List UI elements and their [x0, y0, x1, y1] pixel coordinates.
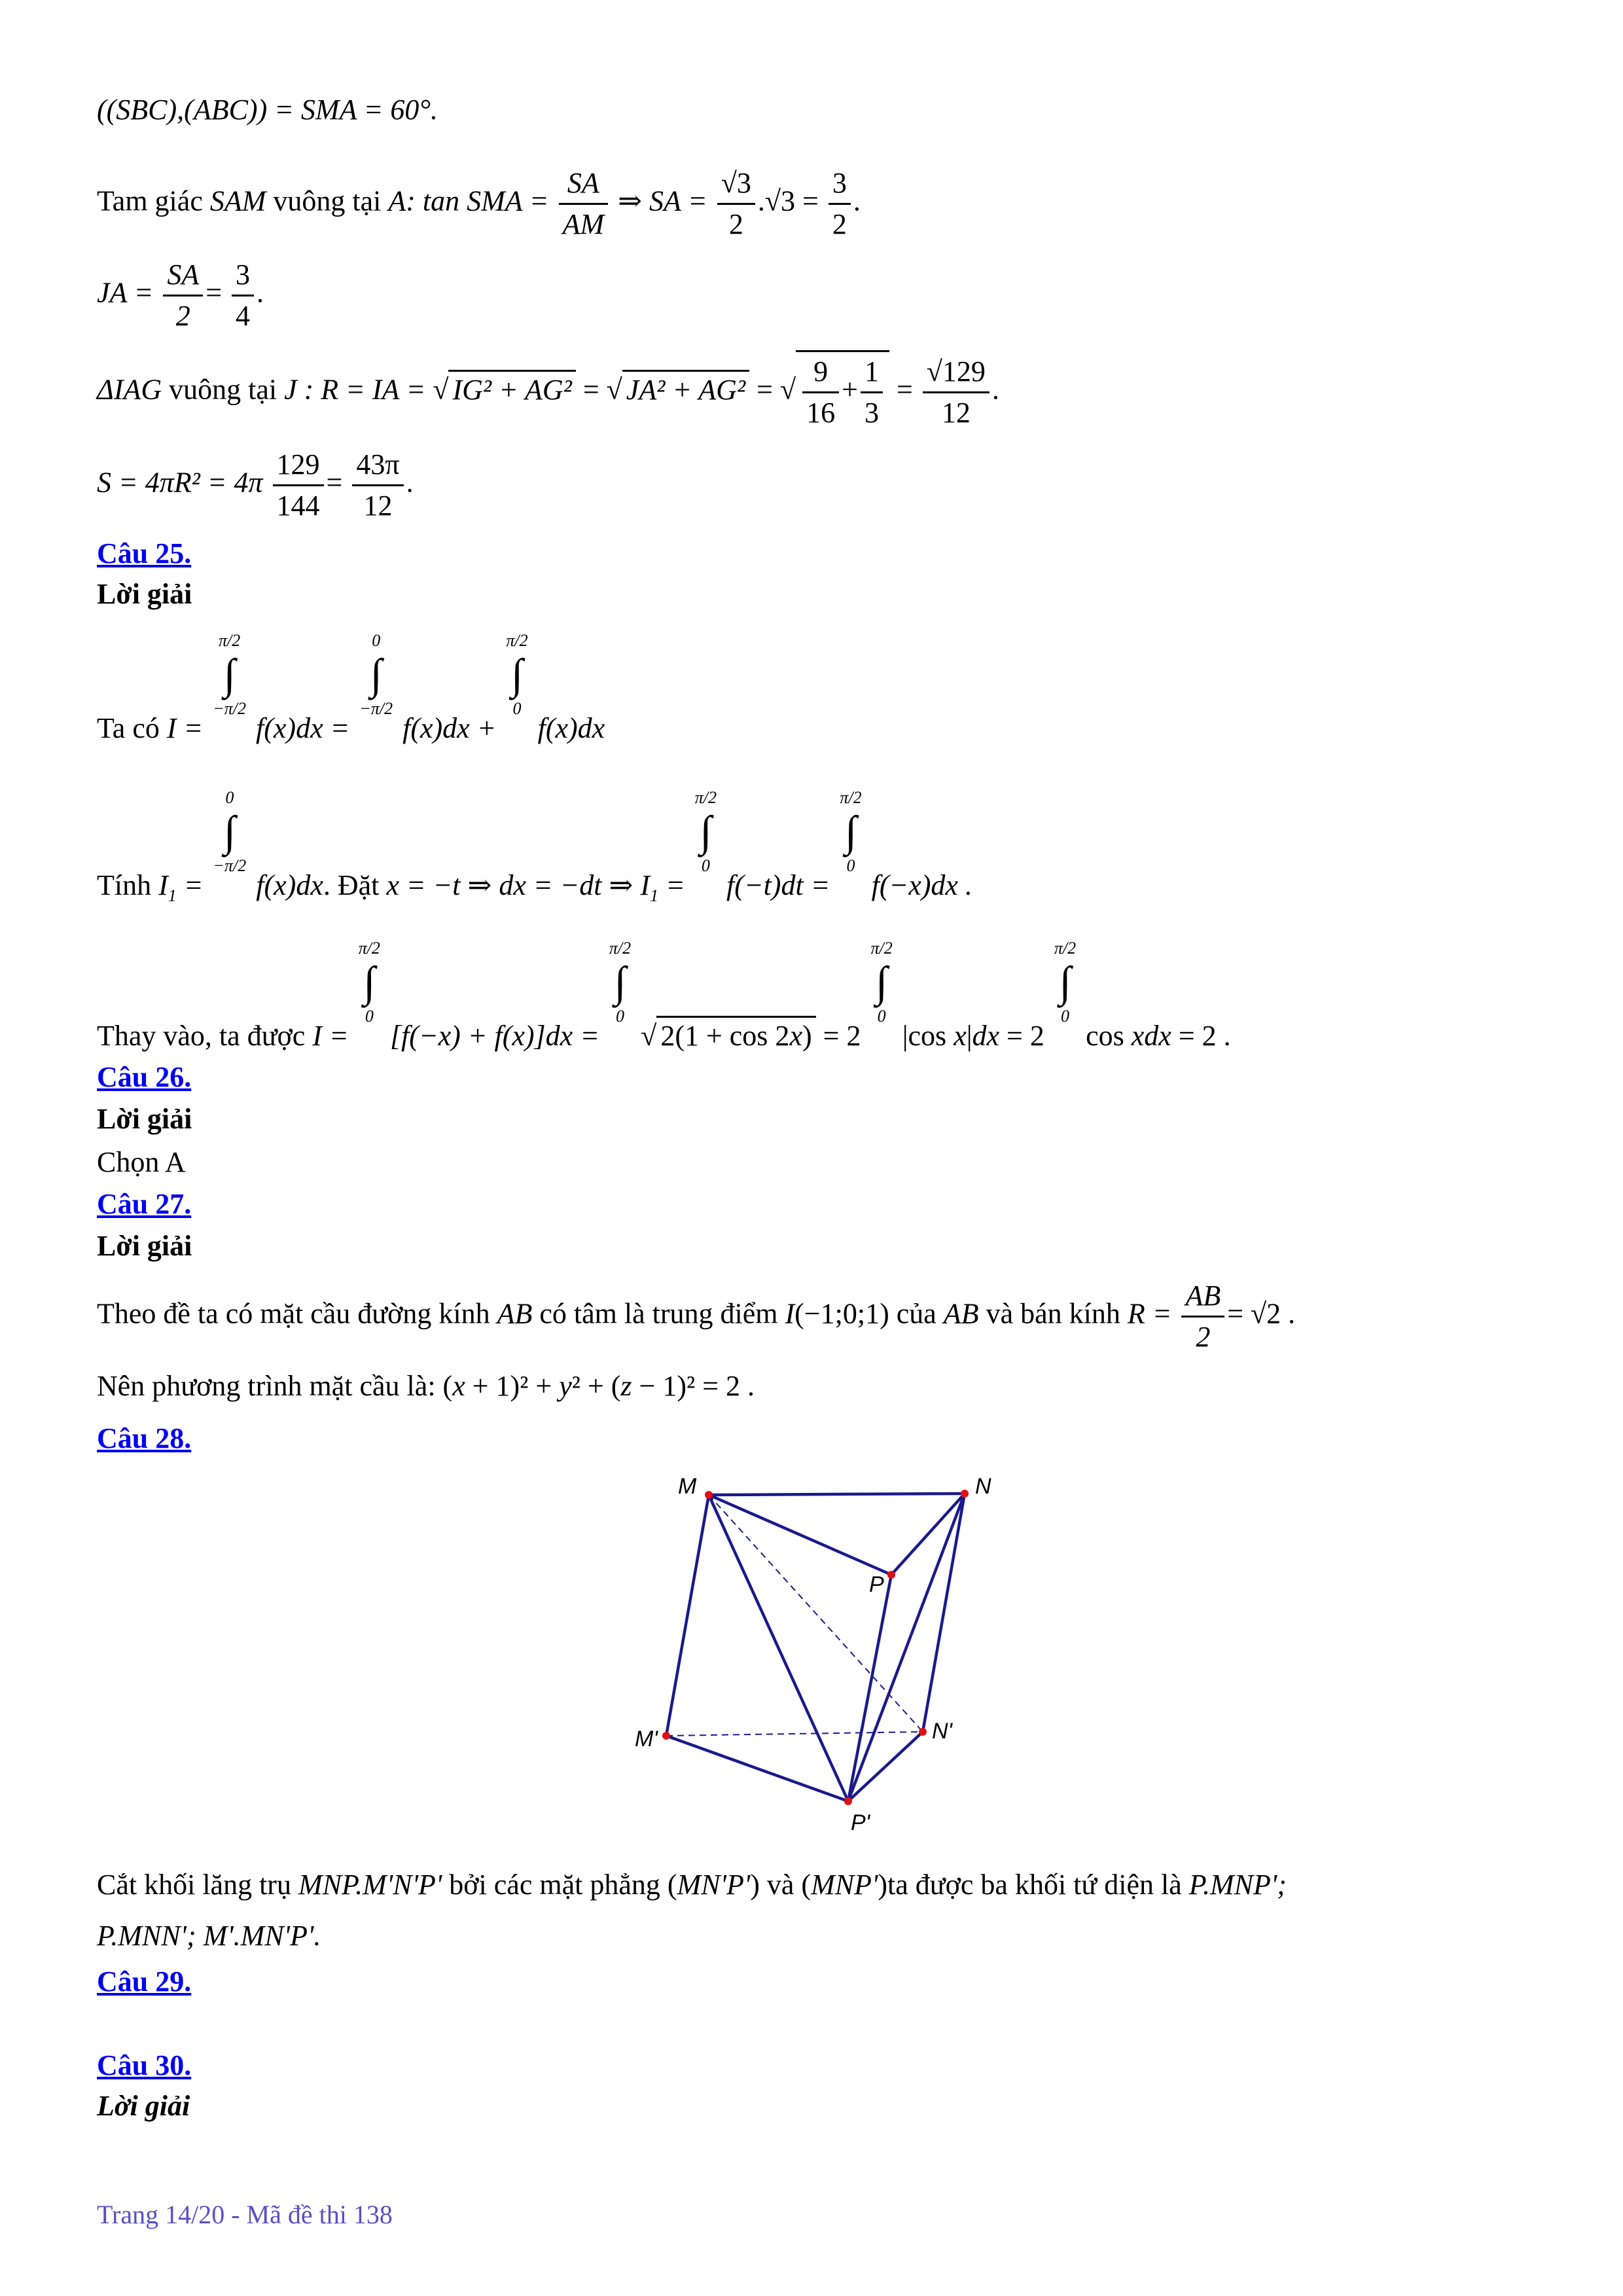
cau27-sphere-equation: Nên phương trình mặt cầu là: (x + 1)² + y² + (z − 1)² = 2 .	[97, 1370, 755, 1402]
cau26-answer: Chọn A	[97, 1146, 186, 1178]
cau30-heading: Câu 30.	[97, 2049, 192, 2081]
ja-equation: JA = $\frac{SA}{2}$ = $\frac{3}{4}$ .	[97, 255, 264, 336]
point-n	[961, 1490, 969, 1498]
edge-m1n1-hidden	[666, 1732, 923, 1736]
label-n: N	[975, 1474, 991, 1499]
area-equation: S = 4πR² = 4π $\frac{129}{144}$ = $\frac{43\pi}{12}$ .	[97, 445, 414, 526]
cau26-solution-label: Lời giải	[97, 1103, 192, 1135]
radius-equation: ΔIAG vuông tại J : R = IA = √ IG² + AG² = √ JA² + AG² = √ $\frac{9}{16}$ + $\frac{1}{3}$ = $\frac{√129}{12}$ .	[97, 350, 999, 433]
edge-mp1	[709, 1495, 848, 1801]
angle-equation: ((SBC),(ABC)) = SMA = 60°.	[97, 94, 438, 126]
cau29-heading: Câu 29.	[97, 1965, 192, 1998]
cau26-heading: Câu 26.	[97, 1061, 192, 1093]
label-m1: M'	[635, 1727, 658, 1751]
cau27-solution-label: Lời giải	[97, 1230, 192, 1262]
point-p1	[844, 1797, 852, 1805]
label-n1: N'	[932, 1719, 953, 1744]
cau28-heading: Câu 28.	[97, 1422, 192, 1454]
cau25-solution-label: Lời giải	[97, 578, 192, 610]
edge-mn1-hidden	[709, 1495, 923, 1732]
point-m	[705, 1491, 713, 1499]
cau25-result: Thay vào, ta được I = π/2 ∫ 0 [f(−x) + f(x)]dx = π/2 ∫ 0 √ 2(1 + cos 2x) = 2 π/2 ∫ 0 |cos x|dx = 2 π/2 ∫ 0 cos xdx = 2 .	[97, 933, 1231, 1019]
prism-figure	[615, 1460, 1060, 1839]
cau25-heading: Câu 25.	[97, 537, 192, 569]
cau30-solution-label: Lời giải	[97, 2090, 190, 2122]
edge-nn1	[923, 1494, 965, 1732]
point-n1	[919, 1728, 927, 1736]
cau27-heading: Câu 27.	[97, 1188, 192, 1220]
point-m1	[662, 1732, 670, 1740]
label-m: M	[678, 1474, 697, 1499]
tan-equation: Tam giác SAM vuông tại A: tan SMA = $\frac{SA}{AM}$ ⇒ SA = $\frac{√3}{2}$ .√3 = $\frac{3}{2}$ .	[97, 164, 861, 244]
edge-mn	[709, 1494, 965, 1495]
label-p1: P'	[851, 1810, 870, 1835]
edge-mp	[709, 1495, 891, 1575]
cau25-integral-split: Ta có I = π/2 ∫ −π/2 f(x)dx = 0 ∫ −π/2 f(x)dx + π/2 ∫ 0 f(x)dx	[97, 631, 605, 745]
point-p	[887, 1571, 895, 1579]
cau27-sphere-center: Theo đề ta có mặt cầu đường kính AB có tâm là trung điểm I(−1;0;1) của AB và bán kính R = $\frac{AB}{2}$ = √2 .	[97, 1276, 1295, 1357]
label-p: P	[869, 1572, 884, 1597]
page-footer: Trang 14/20 - Mã đề thi 138	[97, 2200, 393, 2229]
edge-mm1	[666, 1495, 709, 1736]
cau28-tetrahedra: P.MNN'; M'.MN'P'.	[97, 1920, 321, 1952]
cau25-substitution: Tính $I_1 = 0$ ∫ −π/2 f(x)dx. Đặt x = −t ⇒ dx = −dt ⇒ $I_1 = \pi/2$ ∫ 0 f(−t)dt = π/2 ∫ 0 f(−x)dx .	[97, 788, 972, 905]
edge-np1	[848, 1494, 965, 1801]
cau28-cut-description: Cắt khối lăng trụ MNP.M'N'P' bởi các mặt phẳng (MN'P') và (MNP')ta được ba khối tứ diện là P.MNP';	[97, 1869, 1287, 1901]
edge-m1p1	[666, 1736, 848, 1801]
